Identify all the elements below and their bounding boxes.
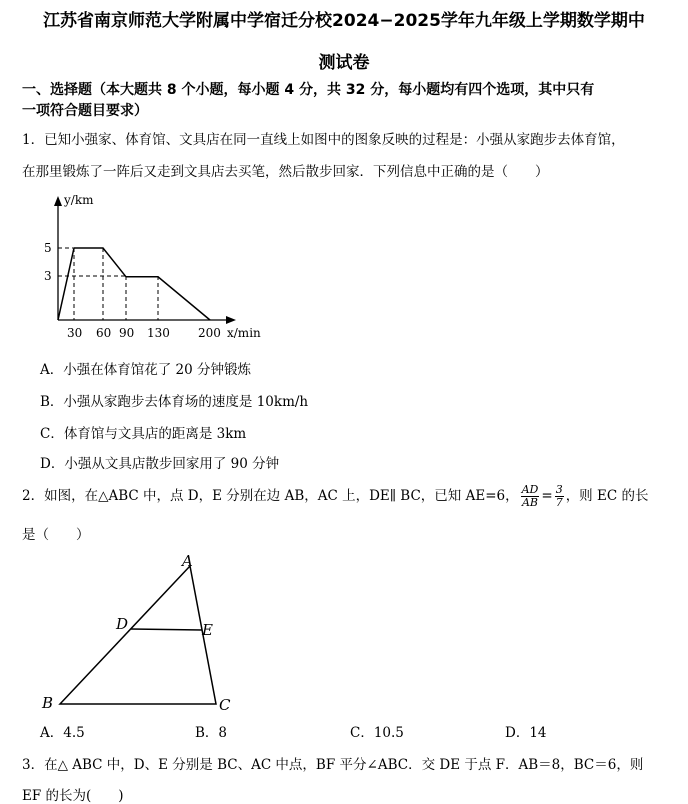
- label-c: C: [219, 696, 231, 714]
- label-a: A: [182, 552, 193, 570]
- q2-stem-line1: [22, 484, 648, 509]
- label-e: E: [202, 621, 213, 639]
- q3-stem-line2: EF 的长为( ): [22, 788, 124, 804]
- q2-stem-prefix: 2．如图，在△ABC 中，点 D，E 分别在边 AB，AC 上，DE∥ BC，已知 AE=6，: [22, 488, 519, 504]
- q2-option-d[interactable]: D．14: [505, 725, 547, 741]
- q2-triangle-figure: [30, 548, 250, 718]
- section-heading-line1: 一、选择题（本大题共 8 个小题，每小题 4 分，共 32 分，每小题均有四个选项，其中只有: [22, 82, 595, 98]
- section-heading-line2: 一项符合题目要求）: [22, 103, 148, 119]
- graph-x-axis-label: x/min: [227, 326, 261, 340]
- graph-x-arrow: [226, 316, 236, 324]
- q2-stem-line2: 是（ ）: [22, 527, 90, 543]
- label-d: D: [116, 615, 129, 633]
- q1-option-d[interactable]: D．小强从文具店散步回家用了 90 分钟: [40, 456, 280, 472]
- q1-option-c[interactable]: C．体育馆与文具店的距离是 3km: [40, 426, 247, 442]
- segment-de: [131, 629, 202, 630]
- graph-journey-line: [58, 248, 210, 320]
- page-title-line1: 江苏省南京师范大学附属中学宿迁分校2024−2025学年九年级上学期数学期中: [43, 11, 645, 31]
- q3-stem-line1: 3．在△ ABC 中，D、E 分别是 BC、AC 中点，BF 平分∠ABC．交 DE 于点 F．AB＝8，BC＝6，则: [22, 757, 644, 773]
- graph-y-tick-3: 3: [44, 269, 52, 283]
- graph-x-tick-90: 90: [119, 326, 135, 340]
- label-b: B: [42, 694, 54, 712]
- q2-stem-suffix: ，则 EC 的长: [565, 488, 649, 504]
- q2-fraction-ad-ab: [521, 484, 540, 509]
- graph-x-tick-30: 30: [67, 326, 83, 340]
- section-heading: [22, 80, 672, 122]
- q1-stem-line2: 在那里锻炼了一阵后又走到文具店去买笔，然后散步回家．下列信息中正确的是（ ）: [22, 164, 549, 180]
- q2-option-c[interactable]: C．10.5: [350, 725, 404, 741]
- graph-x-tick-60: 60: [96, 326, 112, 340]
- page-title-line2: 测试卷: [318, 53, 370, 73]
- q1-option-b[interactable]: B．小强从家跑步去体育场的速度是 10km/h: [40, 394, 309, 410]
- q2-fraction-3-7: [555, 484, 564, 509]
- q1-option-a[interactable]: A．小强在体育馆花了 20 分钟锻炼: [40, 362, 252, 378]
- graph-x-tick-130: 130: [147, 326, 170, 340]
- q1-stem-line1: 1．已知小强家、体育馆、文具店在同一直线上如图中的图象反映的过程是：小强从家跑步去体育馆，: [22, 132, 625, 148]
- q1-distance-time-graph: [30, 190, 280, 345]
- graph-y-tick-5: 5: [44, 241, 52, 255]
- frac-den-7: 7: [555, 496, 563, 509]
- graph-x-tick-200: 200: [198, 326, 221, 340]
- q2-option-b[interactable]: B．8: [195, 725, 228, 741]
- graph-guides: [58, 248, 158, 320]
- q2-equals: =: [541, 488, 553, 504]
- q2-option-a[interactable]: A．4.5: [40, 725, 85, 741]
- frac-den-ab: AB: [521, 496, 538, 509]
- graph-y-axis-label: y/km: [64, 193, 94, 207]
- frac-num-3: 3: [555, 483, 563, 496]
- triangle-abc: [60, 566, 216, 704]
- frac-num-ad: AD: [521, 483, 539, 496]
- graph-y-arrow: [54, 196, 62, 206]
